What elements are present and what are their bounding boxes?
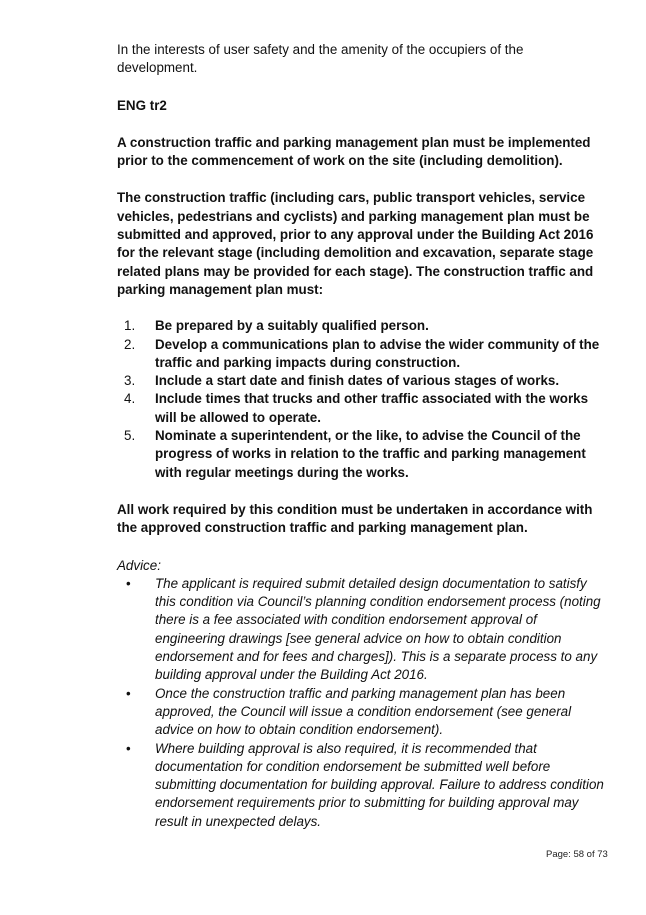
list-number: 3. <box>124 373 136 389</box>
advice-label: Advice: <box>117 557 161 573</box>
advice-text: Once the construction traffic and parking management plan has been approved, the Council will issue a condition endorsement (see general advice on how to obtain condition endorsement). <box>155 685 572 738</box>
list-item-text: Include times that trucks and other traffic associated with the works will be allowed to operate. <box>155 391 589 425</box>
bullet-icon: • <box>126 740 131 756</box>
list-item-text: Develop a communications plan to advise the wider community of the traffic and parking impacts during construction. <box>155 336 600 370</box>
compliance-statement: All work required by this condition must be undertaken in accordance with the approved construction traffic and parking management plan. <box>117 501 593 536</box>
list-item <box>117 685 607 740</box>
list-item <box>117 390 607 427</box>
list-item-text: Nominate a superintendent, or the like, to advise the Council of the progress of works in relation to the traffic and parking management with regular meetings during the works. <box>155 428 586 480</box>
list-item <box>117 575 607 685</box>
list-item <box>117 336 607 373</box>
document-body <box>117 41 607 831</box>
bullet-icon: • <box>126 575 131 591</box>
list-number: 5. <box>124 428 136 444</box>
list-number: 1. <box>124 318 136 334</box>
plan-requirements-intro: The construction traffic (including cars, public transport vehicles, service vehicles, pedestrians and cyclists) and parking management plan must be submitted and approved, prior to any approval under the Building Act 2016 for the relevant stage (including demolition and excavation, separate stage related plans may be provided for each stage). The construction traffic and parking management plan must: <box>117 190 594 297</box>
list-item <box>117 740 607 831</box>
list-item <box>117 372 607 390</box>
list-item-text: Be prepared by a suitably qualified person. <box>155 318 429 334</box>
list-number: 4. <box>124 391 136 407</box>
requirements-list <box>117 317 607 482</box>
list-item-text: Include a start date and finish dates of various stages of works. <box>155 373 560 389</box>
advice-text: Where building approval is also required, it is recommended that documentation for condition endorsement be submitted well before submitting documentation for building approval. Failure to address condition endorsement requirements prior to submitting for building approval may result in unexpected delays. <box>155 740 604 829</box>
bullet-icon: • <box>126 685 131 701</box>
condition-heading: ENG tr2 <box>117 97 167 113</box>
intro-text: In the interests of user safety and the amenity of the occupiers of the development. <box>117 42 524 76</box>
page-number: Page: 58 of 73 <box>546 849 608 860</box>
list-item <box>117 427 607 482</box>
list-item <box>117 317 607 335</box>
condition-statement: A construction traffic and parking management plan must be implemented prior to the commencement of work on the site (including demolition). <box>117 134 591 169</box>
advice-text: The applicant is required submit detailed design documentation to satisfy this condition via Council’s planning condition endorsement process (noting there is a fee associated with condition endorsement approval of engineering drawings [see general advice on how to obtain condition endorsement and for fees and charges]). This is a separate process to any building approval under the Building Act 2016. <box>155 575 601 683</box>
list-number: 2. <box>124 336 136 352</box>
advice-list <box>117 575 607 831</box>
